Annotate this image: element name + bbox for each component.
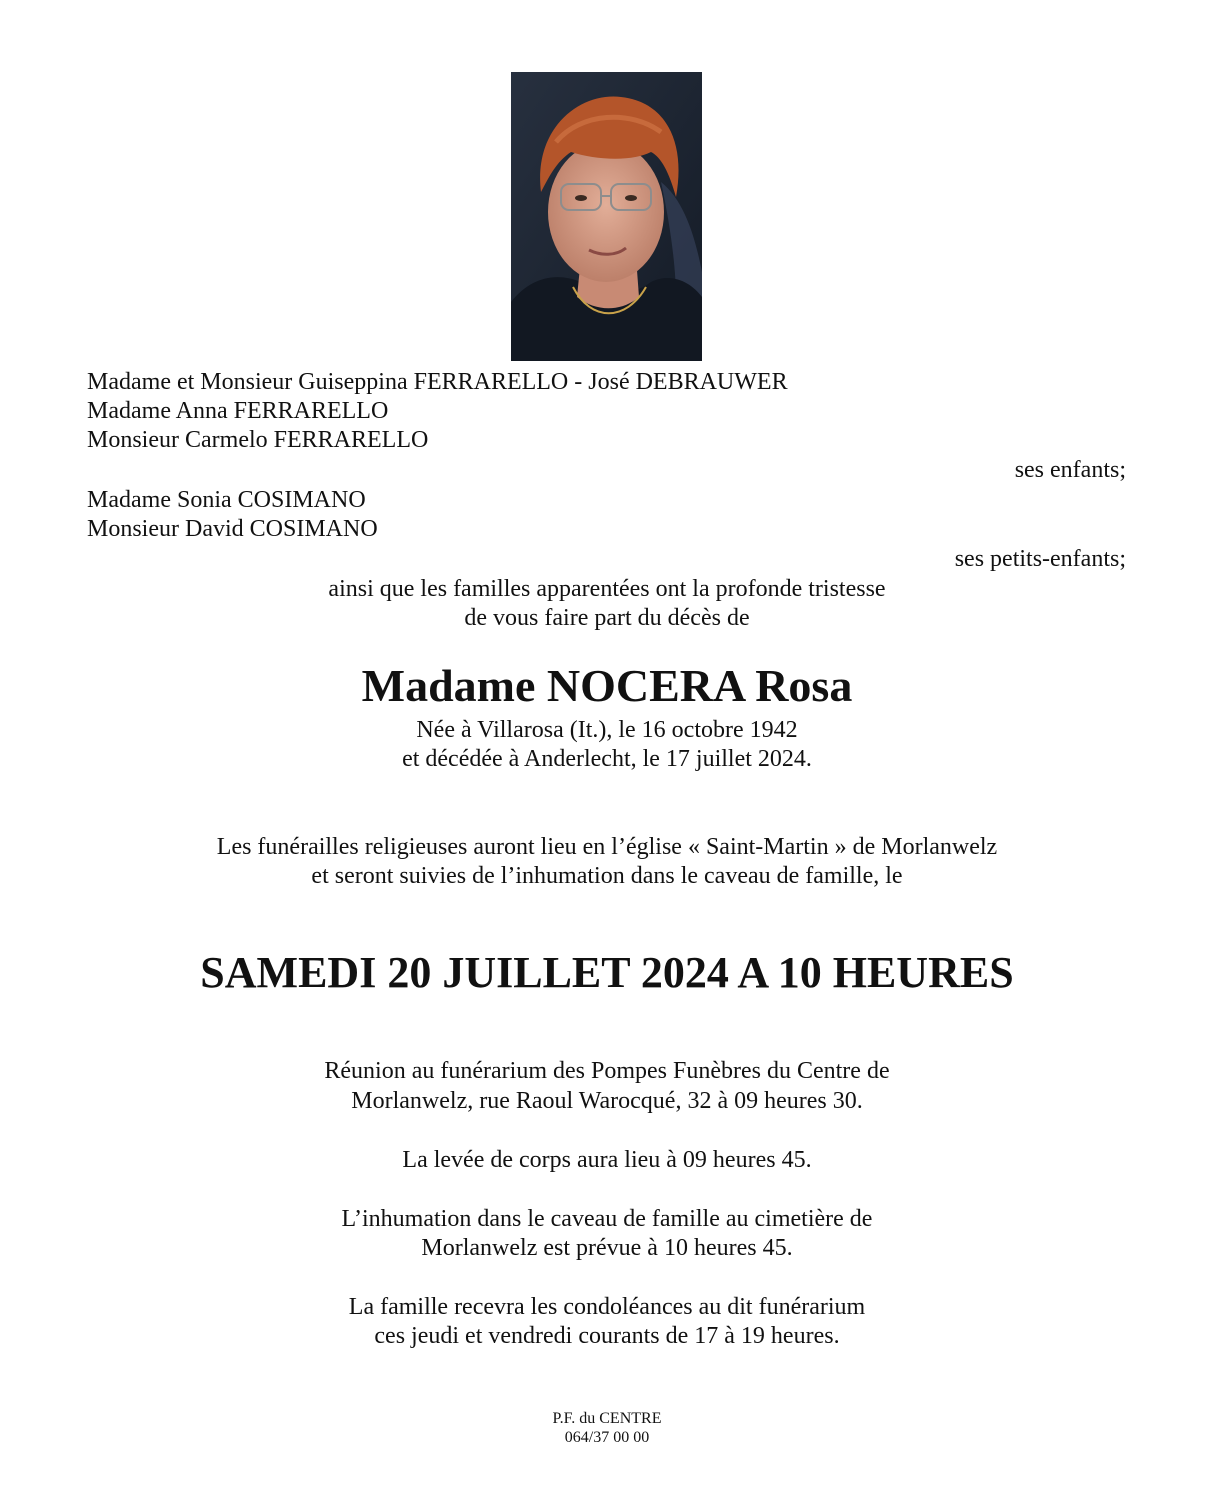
deceased-death: et décédée à Anderlecht, le 17 juillet 2024.: [402, 746, 812, 772]
deceased-name: Madame NOCERA Rosa: [361, 660, 853, 711]
family-grandchild-2: Monsieur David COSIMANO: [87, 516, 378, 542]
condolences-line-2: ces jeudi et vendredi courants de 17 à 19 heures.: [374, 1323, 840, 1349]
children-label: ses enfants;: [1014, 457, 1126, 483]
funeral-date: SAMEDI 20 JUILLET 2024 A 10 HEURES: [200, 948, 1014, 997]
footer-company: P.F. du CENTRE: [552, 1410, 662, 1427]
funeral-line-1: Les funérailles religieuses auront lieu en l’église « Saint-Martin » de Morlanwelz: [216, 834, 998, 860]
meeting-line-1: Réunion au funérarium des Pompes Funèbres du Centre de: [324, 1058, 890, 1084]
deceased-birth: Née à Villarosa (It.), le 16 octobre 1942: [416, 717, 798, 743]
announcement-line-1: ainsi que les familles apparentées ont la profonde tristesse: [328, 576, 886, 602]
levee-line: La levée de corps aura lieu à 09 heures 45.: [402, 1147, 812, 1173]
family-grandchild-1: Madame Sonia COSIMANO: [87, 487, 366, 513]
burial-line-2: Morlanwelz est prévue à 10 heures 45.: [421, 1235, 793, 1261]
burial-line-1: L’inhumation dans le caveau de famille au cimetière de: [341, 1206, 873, 1232]
footer-phone: 064/37 00 00: [564, 1429, 650, 1446]
portrait-photo: [511, 72, 702, 361]
family-child-2: Madame Anna FERRARELLO: [87, 398, 389, 424]
family-child-1: Madame et Monsieur Guiseppina FERRARELLO - José DEBRAUWER: [87, 369, 788, 395]
funeral-line-2: et seront suivies de l’inhumation dans le caveau de famille, le: [311, 863, 903, 889]
condolences-line-1: La famille recevra les condoléances au dit funérarium: [348, 1294, 866, 1320]
meeting-line-2: Morlanwelz, rue Raoul Warocqué, 32 à 09 heures 30.: [351, 1088, 863, 1114]
grandchildren-label: ses petits-enfants;: [954, 546, 1126, 572]
announcement-line-2: de vous faire part du décès de: [464, 605, 750, 631]
portrait-photo-icon: [511, 72, 702, 361]
family-child-3: Monsieur Carmelo FERRARELLO: [87, 427, 429, 453]
